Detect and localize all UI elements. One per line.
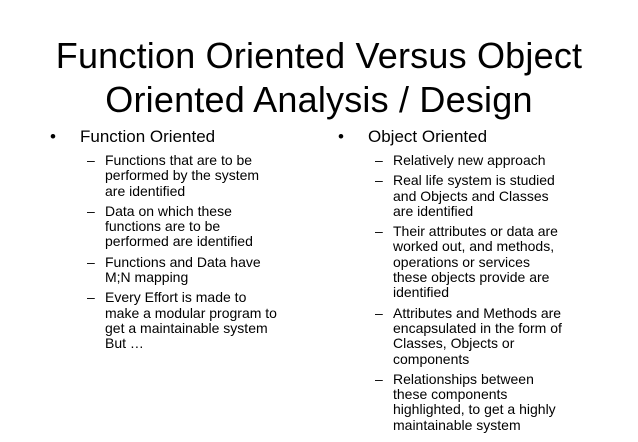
dash-icon: – [87,289,95,306]
line-text: these components [393,386,508,403]
heading-text: Object Oriented [368,127,488,146]
line-text: Relatively new approach [393,152,546,168]
dash-icon: – [375,370,383,387]
line-text: these objects provide are [393,269,550,286]
line-text: But … [105,335,144,352]
line-text: encapsulated in the form of [393,319,562,336]
line-text: Classes, Objects or [393,335,515,352]
line-text: Functions and Data have [105,253,261,270]
line-text: performed by the system [105,167,260,184]
dash-icon: – [87,152,95,168]
object-oriented-column [330,127,600,438]
line-text: Data on which these [105,202,232,219]
function-oriented-heading [42,127,317,147]
line-text: worked out, and methods, [393,238,555,255]
line-text: operations or services [393,253,530,270]
line-text: M;N mapping [105,269,189,286]
function-oriented-list [42,153,317,352]
line-text: identified [393,284,450,301]
list-item [330,153,600,168]
list-item [42,204,317,250]
line-text: Attributes and Methods are [393,304,562,321]
line-text: Real life system is studied [393,172,555,189]
list-item [330,173,600,219]
list-item [42,255,317,286]
line-text: maintainable system [393,416,521,433]
line-text: Every Effort is made to [105,289,247,306]
bullet-icon: • [50,127,56,146]
line-text: components [393,350,470,367]
line-text: functions are to be [105,218,221,235]
line-text: make a modular program to [105,304,277,321]
dash-icon: – [375,304,383,321]
line-text: Relationships between [393,370,534,387]
list-item [42,290,317,351]
title-line: Oriented Analysis / Design [105,79,533,120]
line-text: are identified [105,182,186,199]
slide-title [0,34,638,122]
line-text: and Objects and Classes [393,187,549,204]
line-text: get a maintainable system [105,319,268,336]
dash-icon: – [87,253,95,270]
function-oriented-column [42,127,317,357]
list-item [330,306,600,367]
object-oriented-list [330,153,600,433]
bullet-icon: • [338,127,344,146]
line-text: performed are identified [105,233,253,250]
dash-icon: – [375,223,383,240]
list-item [42,153,317,199]
object-oriented-heading [330,127,600,147]
line-text: highlighted, to get a highly [393,401,556,418]
list-item [330,224,600,300]
list-item [330,372,600,433]
line-text: Their attributes or data are [393,223,558,240]
dash-icon: – [87,202,95,219]
dash-icon: – [375,172,383,189]
line-text: Functions that are to be [105,152,253,168]
heading-text: Function Oriented [80,127,216,146]
line-text: are identified [393,202,474,219]
dash-icon: – [375,152,383,168]
title-line: Function Oriented Versus Object [55,35,583,76]
